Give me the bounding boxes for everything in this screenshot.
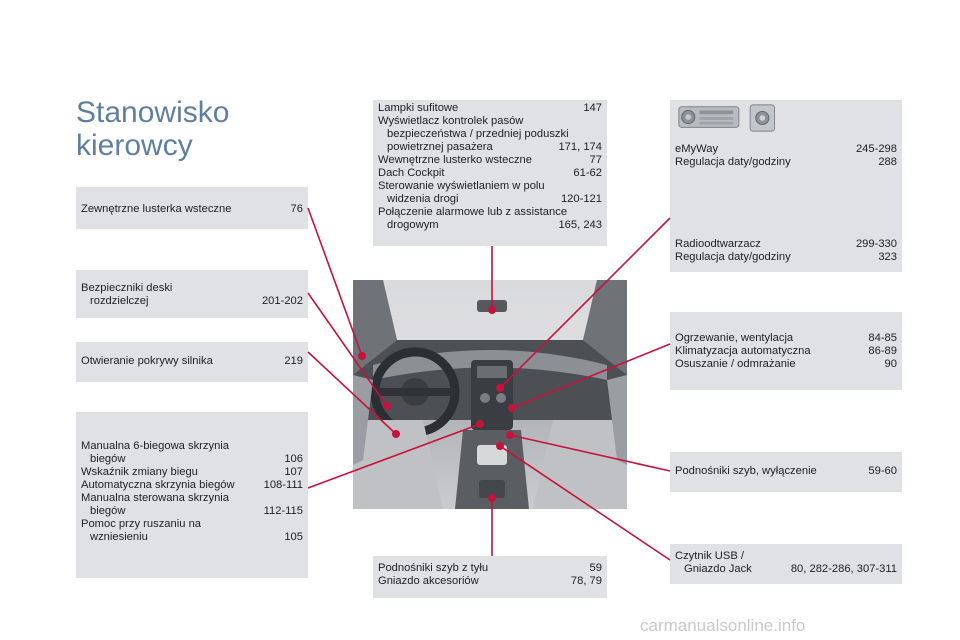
auto-ac-label: Klimatyzacja automatyczna: [675, 345, 811, 357]
rear-windows-page[interactable]: 59: [589, 562, 602, 574]
marker-rear-windows[interactable]: [488, 494, 496, 502]
marker-mirrors[interactable]: [358, 352, 366, 360]
callout-window-switches: [510, 435, 670, 471]
callout-usb: [500, 446, 670, 560]
callout-climate: [512, 344, 670, 408]
window-switches-page[interactable]: 59-60: [868, 465, 897, 477]
emyway-label: eMyWay: [675, 143, 719, 155]
title-line-1: Stanowisko: [76, 96, 230, 129]
jack-label: Gniazdo Jack: [684, 563, 752, 575]
gearbox-label-6: biegów: [90, 505, 126, 517]
marker-ceiling[interactable]: [488, 306, 496, 314]
gearbox-label-1: Manualna 6-biegowa skrzynia: [81, 440, 230, 452]
gearbox-label-7: Pomoc przy ruszaniu na: [81, 518, 202, 530]
fuses-page[interactable]: 201-202: [261, 295, 303, 307]
marker-climate[interactable]: [508, 404, 516, 412]
fuses-label-2: rozdzielczej: [90, 295, 149, 307]
bonnet-page[interactable]: 219: [284, 355, 303, 367]
ceiling-page-10[interactable]: 165, 243: [558, 219, 602, 231]
marker-usb[interactable]: [496, 442, 504, 450]
ceiling-label-8: widzenia drogi: [387, 193, 459, 205]
ceiling-label-2: Wyświetlacz kontrolek pasów: [378, 115, 524, 127]
ceiling-page-4[interactable]: 171, 174: [558, 141, 602, 153]
callout-bonnet: [308, 352, 396, 434]
mirrors-page[interactable]: 76: [290, 203, 303, 215]
gearbox-page-8[interactable]: 105: [284, 531, 303, 543]
accessory-socket-page[interactable]: 78, 79: [570, 575, 602, 587]
ceiling-page-1[interactable]: 147: [583, 102, 602, 114]
auto-ac-page[interactable]: 86-89: [868, 345, 897, 357]
marker-audio[interactable]: [496, 384, 504, 392]
ceiling-label-4: powietrznej pasażera: [387, 141, 493, 153]
gearbox-label-4: Automatyczna skrzynia biegów: [81, 479, 235, 491]
marker-gearbox[interactable]: [476, 420, 484, 428]
radio-label: Radioodtwarzacz: [675, 238, 761, 250]
gearbox-page-4[interactable]: 108-111: [263, 479, 303, 491]
gearbox-label-3: Wskaźnik zmiany biegu: [81, 466, 198, 478]
gearbox-page-6[interactable]: 112-115: [263, 505, 303, 517]
heating-label: Ogrzewanie, wentylacja: [675, 332, 794, 344]
date-time-label-1: Regulacja daty/godziny: [675, 156, 791, 168]
ceiling-page-5[interactable]: 77: [589, 154, 602, 166]
usb-page[interactable]: 80, 282-286, 307-311: [790, 563, 897, 575]
emyway-page[interactable]: 245-298: [855, 143, 897, 155]
demist-page[interactable]: 90: [884, 358, 897, 370]
marker-fuses[interactable]: [383, 402, 391, 410]
ceiling-label-3: bezpieczeństwa / przedniej poduszki: [387, 128, 569, 140]
gearbox-label-2: biegów: [90, 453, 126, 465]
ceiling-page-6[interactable]: 61-62: [573, 167, 602, 179]
gearbox-page-2[interactable]: 106: [284, 453, 303, 465]
date-time-page-2[interactable]: 323: [878, 251, 897, 263]
gearbox-page-3[interactable]: 107: [284, 466, 303, 478]
marker-window-switches[interactable]: [506, 431, 514, 439]
ceiling-label-1: Lampki sufitowe: [378, 102, 459, 114]
heating-page[interactable]: 84-85: [868, 332, 897, 344]
ceiling-label-9: Połączenie alarmowe lub z assistance: [378, 206, 568, 218]
accessory-socket-label: Gniazdo akcesoriów: [378, 575, 479, 587]
radio-page[interactable]: 299-330: [855, 238, 897, 250]
ceiling-label-10: drogowym: [387, 219, 439, 231]
marker-bonnet[interactable]: [392, 430, 400, 438]
gearbox-label-5: Manualna sterowana skrzynia: [81, 492, 229, 504]
watermark: carmanualsonline.info: [640, 616, 806, 635]
callout-mirrors: [308, 208, 362, 356]
date-time-page-1[interactable]: 288: [878, 156, 897, 168]
callout-audio: [500, 218, 670, 388]
date-time-label-2: Regulacja daty/godziny: [675, 251, 791, 263]
demist-label: Osuszanie / odmrażanie: [675, 358, 796, 370]
title-line-2: kierowcy: [76, 129, 193, 162]
bonnet-label: Otwieranie pokrywy silnika: [81, 355, 213, 367]
window-switches-label: Podnośniki szyb, wyłączenie: [675, 465, 817, 477]
ceiling-label-6: Dach Cockpit: [378, 167, 445, 179]
mirrors-label: Zewnętrzne lusterka wsteczne: [81, 203, 232, 215]
ceiling-page-8[interactable]: 120-121: [560, 193, 602, 205]
rear-windows-label: Podnośniki szyb z tyłu: [378, 562, 489, 574]
ceiling-label-5: Wewnętrzne lusterko wsteczne: [378, 154, 532, 166]
ceiling-label-7: Sterowanie wyświetlaniem w polu: [378, 180, 545, 192]
usb-label: Czytnik USB /: [675, 550, 745, 562]
fuses-label-1: Bezpieczniki deski: [81, 282, 173, 294]
gearbox-label-8: wzniesieniu: [90, 531, 148, 543]
